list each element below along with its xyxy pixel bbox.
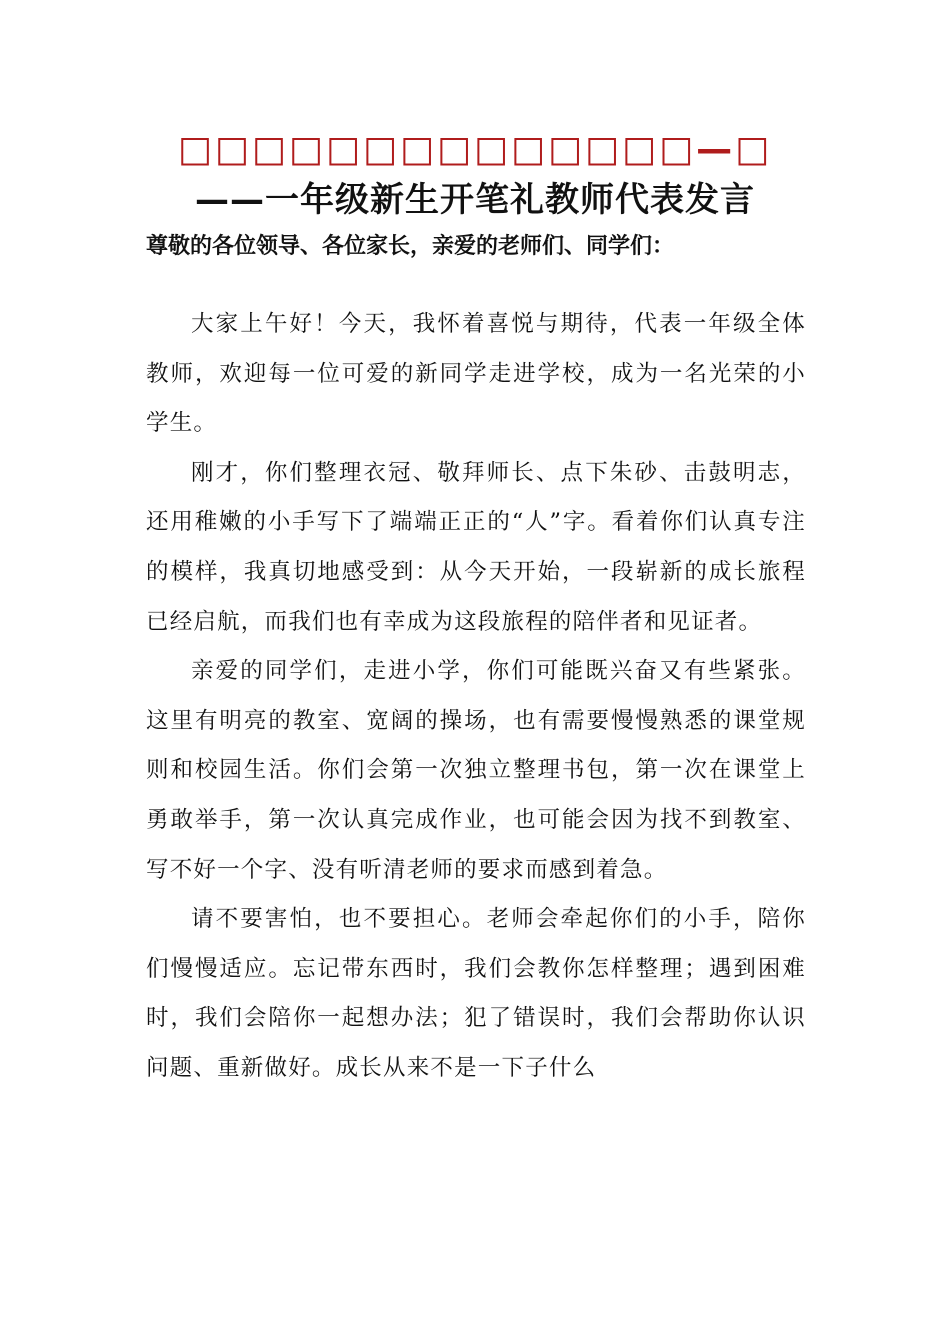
paragraph-2: 刚才，你们整理衣冠、敬拜师长、点下朱砂、击鼓明志，还用稚嫩的小手写下了端端正正的“人”字。看着你们认真专注的模样，我真切地感受到：从今天开始，一段崭新的成长旅程已经启航，而我们也有幸成为这段旅程的陪伴者和见证者。 <box>146 459 806 635</box>
document-title: □□□□□□□□□□□□□□—□ <box>177 129 773 170</box>
paragraph-3: 亲爱的同学们，走进小学，你们可能既兴奋又有些紧张。这里有明亮的教室、宽阔的操场，也有需要慢慢熟悉的课堂规则和校园生活。你们会第一次独立整理书包，第一次在课堂上勇敢举手，第一次认真完成作业，也可能会因为找不到教室、写不好一个字、没有听清老师的要求而感到着急。 <box>146 658 806 883</box>
paragraph-4: 请不要害怕，也不要担心。老师会牵起你们的小手，陪你们慢慢适应。忘记带东西时，我们会教你怎样整理；遇到困难时，我们会陪你一起想办法；犯了错误时，我们会帮助你认识问题、重新做好。成长从来不是一下子什么 <box>146 906 806 1081</box>
speech-body <box>146 300 806 1094</box>
salutation: 尊敬的各位领导、各位家长，亲爱的老师们、同学们： <box>146 234 675 259</box>
document-subtitle: ——一年级新生开笔礼教师代表发言 <box>195 180 755 220</box>
paragraph-1: 大家上午好！今天，我怀着喜悦与期待，代表一年级全体教师，欢迎每一位可爱的新同学走进学校，成为一名光荣的小学生。 <box>146 311 806 437</box>
